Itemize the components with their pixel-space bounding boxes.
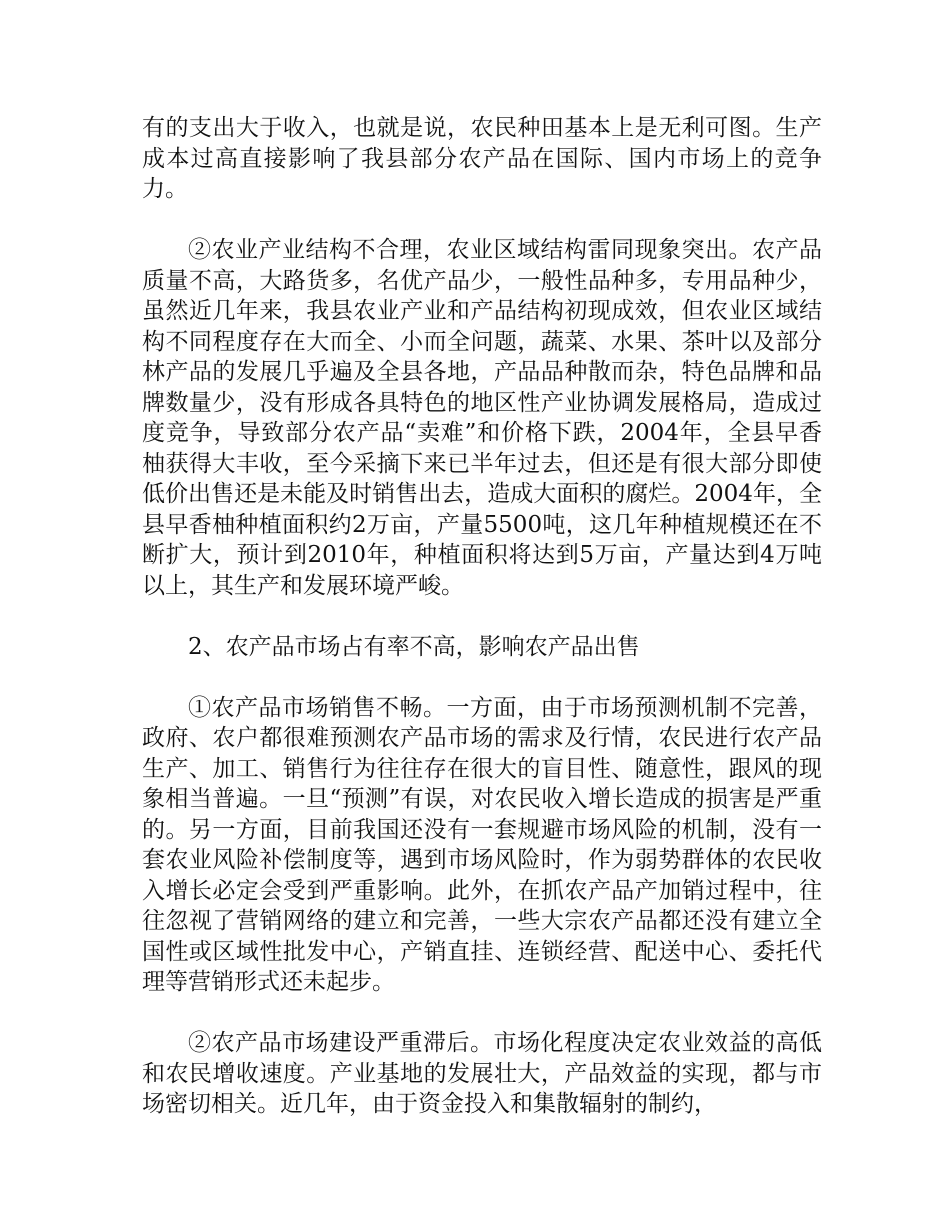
document-page xyxy=(142,113,822,1150)
paragraph-continuation: 有的支出大于收入，也就是说，农民种田基本上是无利可图。生产成本过高直接影响了我县部分农产品在国际、国内市场上的竞争力。 xyxy=(142,115,822,202)
paragraph-market-construction: ②农产品市场建设严重滞后。市场化程度决定农业效益的高低和农民增收速度。产业基地的发展壮大，产品效益的实现，都与市场密切相关。近几年，由于资金投入和集散辐射的制约， xyxy=(142,1030,822,1117)
section-heading-market-share: 2、农产品市场占有率不高，影响农产品出售 xyxy=(188,633,640,660)
paragraph-industry-structure: ②农业产业结构不合理，农业区域结构雷同现象突出。农产品质量不高，大路货多，名优产品少，一般性品种多，专用品种少，虽然近几年来，我县农业产业和产品结构初现成效，但农业区域结构不同程度存在大而全、小而全问题，蔬菜、水果、茶叶以及部分林产品的发展几乎遍及全县各地，产品品种散而杂，特色品牌和品牌数量少，没有形成各具特色的地区性产业协调发展格局，造成过度竞争，导致部分农产品“卖难”和价格下跌，2004年，全县早香柚获得大丰收，至今采摘下来已半年过去，但还是有很大部分即使低价出售还是未能及时销售出去，造成大面积的腐烂。2004年，全县早香柚种植面积约2万亩，产量5500吨，这几年种植规模还在不断扩大，预计到2010年，种植面积将达到5万亩，产量达到4万吨以上，其生产和发展环境严峻。 xyxy=(142,237,822,599)
paragraph-market-sales: ①农产品市场销售不畅。一方面，由于市场预测机制不完善，政府、农户都很难预测农产品市场的需求及行情，农民进行农产品生产、加工、销售行为往往存在很大的盲目性、随意性，跟风的现象相当普遍。一旦“预测”有误，对农民收入增长造成的损害是严重的。另一方面，目前我国还没有一套规避市场风险的机制，没有一套农业风险补偿制度等，遇到市场风险时，作为弱势群体的农民收入增长必定会受到严重影响。此外，在抓农产品产加销过程中，往往忽视了营销网络的建立和完善，一些大宗农产品都还没有建立全国性或区域性批发中心，产销直挂、连锁经营、配送中心、委托代理等营销形式还未起步。 xyxy=(142,694,822,995)
